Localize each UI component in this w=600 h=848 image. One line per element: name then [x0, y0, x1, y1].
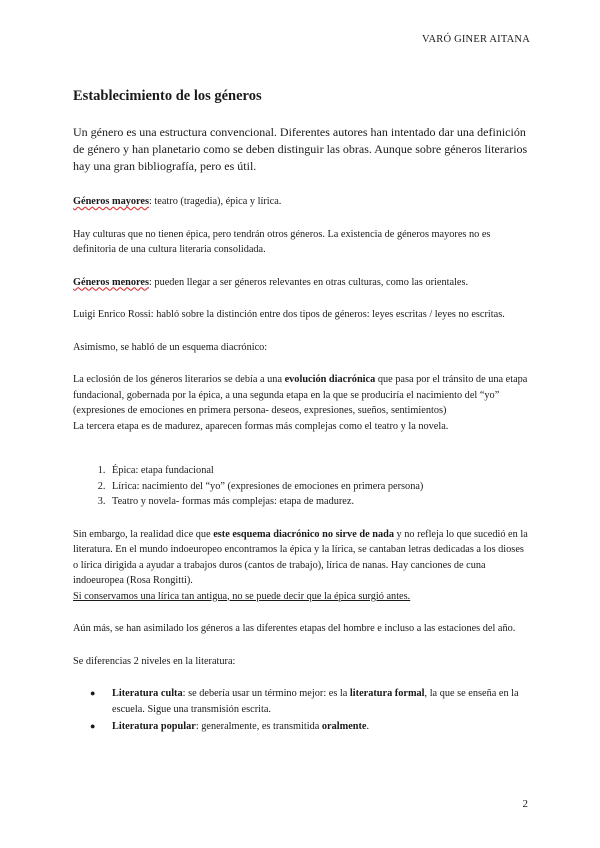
intro-paragraph: Un género es una estructura convencional. Diferentes autores han intentado dar una definición de género y han planetario como se deben distinguir las obras. Aunque sobre géneros literarios hay una gran bibliografía, pero es útil.: [73, 125, 528, 173]
nivel-text: .: [366, 721, 370, 732]
underlined-conclusion: Si conservamos una lírica tan antigua, no se puede decir que la épica surgió antes.: [73, 590, 411, 602]
rossi-paragraph: Luigi Enrico Rossi: habló sobre la distinción entre dos tipos de géneros: leyes escritas / leyes no escritas.: [73, 309, 505, 320]
sin-embargo-text-pre: Sin embargo, la realidad dice que: [73, 528, 214, 540]
nivel-bold: literatura formal: [349, 688, 425, 699]
generos-menores-paragraph: [73, 275, 528, 291]
generos-mayores-paragraph: [73, 194, 528, 210]
etapas-list: [73, 463, 528, 510]
generos-mayores-text: : teatro (tragedia), épica y lírica.: [148, 196, 282, 207]
etapas-list-item: 3. Teatro y novela- formas más complejas: etapa de madurez.: [108, 494, 528, 510]
sin-embargo-underlined-line: [73, 589, 528, 605]
nivel-text: , la que se enseña en la escuela. Sigue una transmisión escrita.: [112, 688, 519, 715]
section-title: Establecimiento de los géneros: [73, 88, 262, 104]
generos-mayores-label: Géneros mayores: [73, 196, 149, 207]
etapas-list-item: 2. Lírica: nacimiento del “yo” (expresiones de emociones en primera persona): [108, 479, 528, 495]
sin-embargo-bold: este esquema diacrónico no sirve de nada: [213, 528, 394, 540]
tercera-etapa-line: La tercera etapa es de madurez, aparecen formas más complejas como el teatro y la novela.: [73, 420, 449, 432]
nivel-label: Literatura culta: [112, 688, 183, 699]
niveles-list: [73, 686, 528, 735]
etapas-list-item: 1. Épica: etapa fundacional: [108, 463, 528, 479]
generos-menores-text: : pueden llegar a ser géneros relevantes en otras culturas, como las orientales.: [148, 276, 469, 288]
bullet-icon: ●: [90, 688, 96, 698]
eclosion-text-pre: La eclosión de los géneros literarios se debía a una: [73, 374, 285, 385]
nivel-bold: oralmente: [321, 721, 367, 732]
generos-menores-label: Géneros menores: [73, 276, 149, 288]
page-number: 2: [522, 798, 528, 810]
nivel-text: : se debería usar un término mejor: es la: [182, 688, 350, 699]
niveles-list-item: [90, 686, 528, 717]
niveles-intro: Se diferencias 2 niveles en la literatura:: [73, 655, 236, 667]
bullet-icon: ●: [90, 721, 96, 731]
nivel-label: Literatura popular: [112, 721, 196, 732]
sin-embargo-text-post: y no refleja lo que sucedió en la literatura. En el mundo indoeuropeo encontramos la épica y la lírica, se cantaban letras dedicadas a los dioses o lírica dirigida a ayudar a trabajos duros (cantos de trabajo), lírica de nanas. Hay canciones de cuna indoeuropea (Rosa Rongitti).: [73, 528, 528, 586]
eclosion-paragraph: [73, 372, 528, 419]
page-header-author: VARÓ GINER AITANA: [422, 34, 530, 45]
eclosion-text-post: que pasa por el tránsito de una etapa fundacional, gobernada por la épica, a una segunda etapa en la que se produciría el nacimiento del “yo” (expresiones de emociones en primera persona- deseos, expresiones, sueños, sentimientos): [73, 374, 528, 416]
sin-embargo-paragraph: [73, 527, 528, 589]
asimismo-paragraph: Asimismo, se habló de un esquema diacrónico:: [73, 341, 268, 353]
nivel-text: : generalmente, es transmitida: [195, 721, 322, 732]
page-body: [73, 88, 528, 737]
niveles-list-item: [90, 719, 528, 735]
culturas-paragraph: Hay culturas que no tienen épica, pero tendrán otros géneros. La existencia de géneros mayores no es definitoria de una cultura literaria consolidada.: [73, 228, 491, 255]
eclosion-bold: evolución diacrónica: [284, 374, 376, 385]
aun-mas-paragraph: Aún más, se han asimilado los géneros a las diferentes etapas del hombre e incluso a las estaciones del año.: [73, 623, 516, 634]
